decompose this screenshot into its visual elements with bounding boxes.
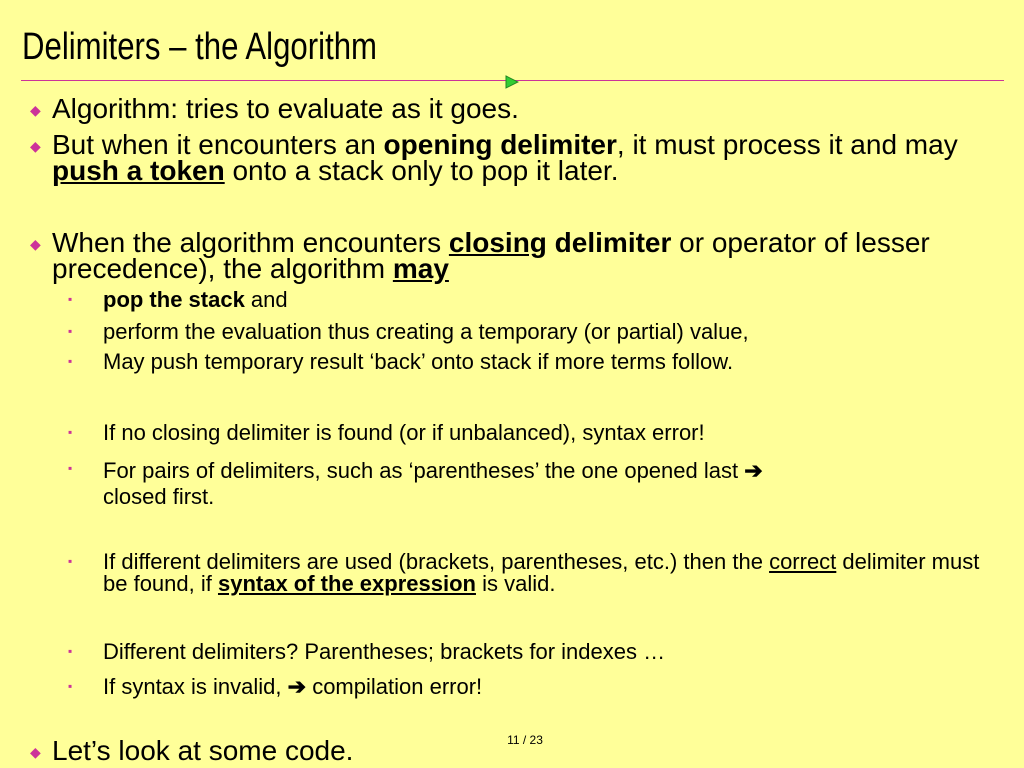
square-bullet-icon: ▪	[68, 324, 73, 338]
sub-bullet-item	[68, 351, 998, 373]
sub-bullet-text: May push temporary result ‘back’ onto stack if more terms follow.	[103, 349, 734, 374]
bullet-item	[30, 93, 1005, 124]
square-bullet-icon: ▪	[68, 461, 73, 475]
square-bullet-icon: ▪	[68, 354, 73, 368]
bullet-item	[30, 129, 1005, 186]
sub-bullet-item	[68, 641, 998, 663]
square-bullet-icon: ▪	[68, 679, 73, 693]
sub-bullet-item	[68, 289, 998, 311]
diamond-bullet-icon: ◆	[30, 744, 41, 760]
diamond-bullet-icon: ◆	[30, 138, 41, 154]
square-bullet-icon: ▪	[68, 292, 73, 306]
diamond-bullet-icon: ◆	[30, 236, 41, 252]
right-arrow-icon: ➔	[744, 458, 763, 483]
square-bullet-icon: ▪	[68, 425, 73, 439]
bullet-text: Let’s look at some code.	[52, 735, 354, 766]
sub-bullet-text: Different delimiters? Parentheses; brackets for indexes …	[103, 639, 666, 664]
sub-bullet-text: For pairs of delimiters, such as ‘parentheses’ the one opened last ➔ closed first.	[103, 458, 763, 509]
sub-bullet-item	[68, 321, 998, 343]
sub-bullet-item	[68, 458, 998, 510]
bullet-text: But when it encounters an opening delimiter, it must process it and may push a token onto a stack only to pop it later.	[52, 129, 958, 186]
sub-bullet-item	[68, 422, 998, 444]
page-number: 11 / 23	[507, 733, 543, 747]
bullet-text: When the algorithm encounters closing delimiter or operator of lesser precedence), the algorithm may	[52, 227, 930, 284]
slide-title: Delimiters – the Algorithm	[22, 26, 378, 68]
square-bullet-icon: ▪	[68, 644, 73, 658]
sub-bullet-text: If no closing delimiter is found (or if unbalanced), syntax error!	[103, 420, 705, 445]
right-arrow-icon: ➔	[287, 674, 307, 699]
diamond-bullet-icon: ◆	[30, 102, 41, 118]
bullet-item	[30, 227, 1005, 284]
bullet-text: Algorithm: tries to evaluate as it goes.	[52, 93, 519, 124]
sub-bullet-text: pop the stack and	[103, 287, 288, 312]
sub-bullet-text: If syntax is invalid, ➔ compilation error!	[103, 674, 483, 699]
sub-bullet-text: perform the evaluation thus creating a temporary (or partial) value,	[103, 319, 749, 344]
square-bullet-icon: ▪	[68, 554, 73, 568]
sub-bullet-item	[68, 551, 998, 595]
sub-bullet-item	[68, 676, 998, 698]
play-triangle-icon[interactable]	[505, 75, 519, 89]
sub-bullet-text: If different delimiters are used (brackets, parentheses, etc.) then the correct delimiter must be found, if syntax of the expression is valid.	[103, 549, 980, 596]
